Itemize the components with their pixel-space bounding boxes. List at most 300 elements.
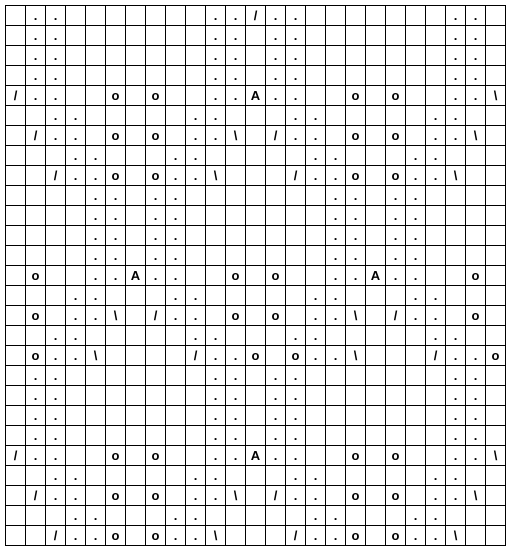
chart-cell — [86, 126, 106, 146]
chart-cell: . — [466, 406, 486, 426]
chart-cell — [426, 406, 446, 426]
chart-cell — [126, 426, 146, 446]
chart-cell — [346, 6, 366, 26]
chart-cell — [46, 206, 66, 226]
chart-cell: . — [146, 226, 166, 246]
chart-cell: . — [406, 286, 426, 306]
chart-cell: o — [266, 266, 286, 286]
chart-cell — [146, 406, 166, 426]
chart-cell: . — [166, 186, 186, 206]
chart-cell — [186, 66, 206, 86]
chart-cell: o — [146, 446, 166, 466]
chart-cell — [486, 466, 506, 486]
chart-cell — [126, 86, 146, 106]
chart-cell: \ — [86, 346, 106, 366]
chart-cell: o — [26, 306, 46, 326]
chart-cell: / — [266, 486, 286, 506]
chart-cell: o — [386, 446, 406, 466]
chart-cell: . — [26, 66, 46, 86]
chart-cell — [146, 366, 166, 386]
chart-cell — [246, 166, 266, 186]
chart-cell — [346, 146, 366, 166]
chart-cell — [286, 246, 306, 266]
chart-cell — [246, 66, 266, 86]
chart-cell — [226, 186, 246, 206]
chart-cell — [6, 226, 26, 246]
chart-cell — [226, 146, 246, 166]
chart-cell — [206, 286, 226, 306]
chart-cell: . — [266, 386, 286, 406]
chart-cell: . — [86, 266, 106, 286]
chart-cell: . — [46, 366, 66, 386]
chart-cell — [166, 346, 186, 366]
chart-cell: . — [426, 466, 446, 486]
chart-cell: . — [46, 346, 66, 366]
chart-cell — [486, 106, 506, 126]
chart-cell: . — [446, 446, 466, 466]
chart-cell — [106, 426, 126, 446]
chart-cell — [206, 206, 226, 226]
chart-cell — [366, 386, 386, 406]
chart-cell — [46, 286, 66, 306]
chart-cell — [246, 186, 266, 206]
chart-cell: \ — [206, 166, 226, 186]
chart-cell: o — [386, 126, 406, 146]
chart-cell: . — [426, 326, 446, 346]
chart-cell — [406, 486, 426, 506]
chart-cell — [46, 266, 66, 286]
chart-cell: . — [106, 226, 126, 246]
chart-cell — [246, 106, 266, 126]
chart-cell: . — [426, 526, 446, 546]
chart-cell — [106, 46, 126, 66]
chart-cell — [266, 106, 286, 126]
chart-cell — [106, 506, 126, 526]
chart-cell: . — [106, 186, 126, 206]
chart-cell: . — [46, 6, 66, 26]
chart-cell — [306, 446, 326, 466]
chart-cell — [46, 506, 66, 526]
chart-cell — [446, 506, 466, 526]
chart-cell: . — [66, 126, 86, 146]
chart-cell — [306, 86, 326, 106]
chart-cell: . — [466, 386, 486, 406]
chart-cell: o — [346, 86, 366, 106]
chart-cell: . — [206, 466, 226, 486]
chart-cell — [266, 226, 286, 246]
chart-cell — [486, 506, 506, 526]
chart-cell — [6, 466, 26, 486]
chart-cell: . — [306, 526, 326, 546]
chart-cell: o — [466, 266, 486, 286]
chart-cell — [186, 26, 206, 46]
chart-cell — [266, 466, 286, 486]
chart-cell — [6, 506, 26, 526]
chart-cell — [26, 106, 46, 126]
chart-cell — [146, 346, 166, 366]
chart-cell: . — [446, 86, 466, 106]
chart-cell — [26, 226, 46, 246]
chart-cell — [126, 46, 146, 66]
chart-cell: . — [86, 206, 106, 226]
chart-cell — [86, 26, 106, 46]
chart-cell — [306, 226, 326, 246]
chart-cell: . — [46, 426, 66, 446]
chart-cell — [466, 526, 486, 546]
chart-cell — [46, 186, 66, 206]
chart-cell — [446, 286, 466, 306]
chart-cell: . — [86, 506, 106, 526]
chart-cell: o — [106, 446, 126, 466]
chart-cell — [366, 6, 386, 26]
chart-cell — [386, 106, 406, 126]
chart-cell — [6, 406, 26, 426]
chart-cell — [486, 406, 506, 426]
chart-cell — [426, 26, 446, 46]
chart-cell — [6, 46, 26, 66]
chart-cell: . — [206, 6, 226, 26]
chart-cell — [326, 6, 346, 26]
chart-cell — [6, 306, 26, 326]
chart-cell — [206, 306, 226, 326]
chart-cell: . — [286, 46, 306, 66]
chart-cell — [406, 126, 426, 146]
chart-cell: . — [306, 126, 326, 146]
chart-cell — [166, 106, 186, 126]
chart-cell — [326, 26, 346, 46]
chart-cell: . — [406, 186, 426, 206]
chart-cell — [346, 466, 366, 486]
chart-cell — [246, 226, 266, 246]
chart-cell: . — [86, 186, 106, 206]
chart-cell — [306, 406, 326, 426]
chart-cell: . — [66, 166, 86, 186]
chart-cell — [126, 246, 146, 266]
chart-cell: . — [226, 426, 246, 446]
chart-cell: . — [426, 286, 446, 306]
chart-cell: . — [86, 226, 106, 246]
chart-cell: . — [206, 366, 226, 386]
chart-cell — [366, 26, 386, 46]
chart-cell: . — [426, 306, 446, 326]
chart-cell — [106, 406, 126, 426]
chart-cell: . — [186, 486, 206, 506]
chart-cell: o — [346, 446, 366, 466]
chart-cell — [126, 526, 146, 546]
chart-cell: . — [26, 46, 46, 66]
chart-cell — [486, 486, 506, 506]
chart-cell: \ — [346, 306, 366, 326]
chart-cell — [326, 406, 346, 426]
chart-cell — [486, 186, 506, 206]
chart-cell — [26, 246, 46, 266]
chart-cell: o — [226, 266, 246, 286]
chart-cell — [426, 206, 446, 226]
chart-cell: . — [406, 526, 426, 546]
chart-cell: . — [26, 366, 46, 386]
chart-cell — [326, 326, 346, 346]
chart-cell — [486, 126, 506, 146]
chart-cell — [86, 486, 106, 506]
chart-cell: / — [266, 126, 286, 146]
chart-cell: / — [26, 126, 46, 146]
chart-cell: . — [306, 306, 326, 326]
chart-cell: . — [66, 506, 86, 526]
chart-cell — [246, 506, 266, 526]
chart-cell: . — [266, 426, 286, 446]
chart-cell — [146, 286, 166, 306]
chart-cell — [166, 26, 186, 46]
chart-cell — [306, 26, 326, 46]
chart-cell — [426, 66, 446, 86]
chart-cell — [206, 146, 226, 166]
chart-cell: . — [386, 206, 406, 226]
chart-cell — [486, 366, 506, 386]
chart-cell — [306, 6, 326, 26]
chart-cell: . — [46, 66, 66, 86]
chart-cell — [286, 306, 306, 326]
chart-cell — [166, 366, 186, 386]
chart-cell — [286, 506, 306, 526]
chart-cell: . — [266, 66, 286, 86]
chart-cell — [306, 426, 326, 446]
chart-cell — [226, 166, 246, 186]
chart-cell — [86, 326, 106, 346]
chart-cell — [26, 326, 46, 346]
chart-cell: . — [426, 166, 446, 186]
chart-cell — [6, 526, 26, 546]
chart-cell: . — [466, 6, 486, 26]
chart-cell — [406, 466, 426, 486]
chart-cell — [486, 526, 506, 546]
chart-cell: A — [366, 266, 386, 286]
chart-cell — [26, 286, 46, 306]
chart-cell — [246, 486, 266, 506]
chart-cell — [226, 526, 246, 546]
chart-cell — [146, 326, 166, 346]
chart-cell — [66, 426, 86, 446]
chart-cell: . — [326, 246, 346, 266]
chart-cell: . — [466, 446, 486, 466]
chart-cell: . — [446, 106, 466, 126]
chart-cell — [366, 46, 386, 66]
chart-cell — [486, 426, 506, 446]
chart-cell: / — [286, 526, 306, 546]
chart-cell: . — [46, 326, 66, 346]
chart-cell: . — [206, 386, 226, 406]
chart-cell — [6, 66, 26, 86]
chart-cell — [286, 146, 306, 166]
chart-cell — [246, 306, 266, 326]
chart-cell: o — [146, 126, 166, 146]
chart-cell: . — [166, 286, 186, 306]
chart-cell: \ — [466, 126, 486, 146]
chart-cell: . — [86, 286, 106, 306]
knitting-chart-grid — [5, 5, 506, 546]
chart-cell: . — [446, 366, 466, 386]
chart-cell: / — [386, 306, 406, 326]
chart-cell — [166, 446, 186, 466]
chart-cell — [366, 366, 386, 386]
chart-cell: . — [46, 406, 66, 426]
chart-cell: . — [186, 106, 206, 126]
chart-cell: . — [326, 306, 346, 326]
chart-cell: . — [26, 426, 46, 446]
chart-cell: . — [286, 446, 306, 466]
chart-cell: . — [166, 526, 186, 546]
chart-cell — [66, 206, 86, 226]
chart-cell — [466, 146, 486, 166]
chart-cell: . — [326, 166, 346, 186]
chart-cell: . — [446, 426, 466, 446]
chart-cell — [106, 26, 126, 46]
chart-cell — [326, 106, 346, 126]
chart-cell — [246, 266, 266, 286]
chart-cell: . — [286, 426, 306, 446]
chart-cell — [106, 386, 126, 406]
chart-cell: . — [426, 506, 446, 526]
chart-cell — [166, 86, 186, 106]
chart-cell: \ — [446, 526, 466, 546]
chart-cell — [366, 426, 386, 446]
chart-cell — [326, 126, 346, 146]
chart-cell: o — [346, 126, 366, 146]
chart-cell: . — [106, 246, 126, 266]
chart-cell: . — [326, 186, 346, 206]
chart-cell: . — [26, 26, 46, 46]
chart-cell — [106, 326, 126, 346]
chart-cell: . — [406, 166, 426, 186]
chart-cell — [286, 226, 306, 246]
chart-cell: . — [266, 406, 286, 426]
chart-cell — [66, 26, 86, 46]
chart-cell: . — [166, 206, 186, 226]
chart-cell: . — [166, 226, 186, 246]
chart-cell: . — [186, 326, 206, 346]
chart-cell: . — [346, 186, 366, 206]
chart-cell — [406, 6, 426, 26]
chart-cell — [206, 246, 226, 266]
chart-cell — [186, 6, 206, 26]
chart-cell — [6, 386, 26, 406]
chart-cell — [266, 346, 286, 366]
chart-cell: . — [266, 366, 286, 386]
chart-cell: . — [426, 486, 446, 506]
chart-cell: . — [286, 86, 306, 106]
chart-cell — [126, 326, 146, 346]
chart-cell — [366, 206, 386, 226]
chart-cell — [146, 426, 166, 446]
chart-cell: . — [286, 386, 306, 406]
chart-cell — [66, 86, 86, 106]
chart-cell: . — [306, 106, 326, 126]
chart-cell — [186, 226, 206, 246]
chart-cell: . — [226, 366, 246, 386]
chart-cell — [6, 346, 26, 366]
chart-cell: o — [386, 526, 406, 546]
chart-cell — [286, 206, 306, 226]
chart-cell — [366, 186, 386, 206]
chart-cell: . — [266, 46, 286, 66]
chart-cell — [6, 26, 26, 46]
chart-cell — [466, 326, 486, 346]
chart-cell: . — [206, 86, 226, 106]
chart-cell: . — [166, 306, 186, 326]
chart-cell — [126, 286, 146, 306]
chart-cell: A — [126, 266, 146, 286]
chart-cell — [466, 506, 486, 526]
chart-cell — [406, 446, 426, 466]
chart-cell: \ — [226, 126, 246, 146]
chart-cell — [466, 286, 486, 306]
chart-cell: . — [166, 146, 186, 166]
chart-cell: . — [186, 126, 206, 146]
chart-cell: . — [426, 106, 446, 126]
chart-cell — [126, 66, 146, 86]
chart-cell: . — [206, 106, 226, 126]
chart-cell: o — [26, 346, 46, 366]
chart-cell: . — [466, 366, 486, 386]
chart-cell: . — [46, 386, 66, 406]
chart-cell: . — [326, 526, 346, 546]
chart-cell — [106, 6, 126, 26]
chart-cell — [266, 166, 286, 186]
chart-cell: . — [46, 446, 66, 466]
chart-cell — [366, 486, 386, 506]
chart-cell: . — [66, 346, 86, 366]
chart-cell: . — [206, 346, 226, 366]
chart-cell — [66, 6, 86, 26]
chart-cell — [246, 406, 266, 426]
chart-cell: . — [106, 266, 126, 286]
chart-cell — [46, 226, 66, 246]
chart-cell: . — [266, 86, 286, 106]
chart-cell: / — [6, 86, 26, 106]
chart-cell — [66, 66, 86, 86]
chart-cell — [246, 426, 266, 446]
chart-cell — [386, 466, 406, 486]
chart-cell — [86, 406, 106, 426]
chart-cell — [26, 206, 46, 226]
chart-cell — [26, 466, 46, 486]
chart-cell: . — [386, 226, 406, 246]
chart-cell: . — [306, 146, 326, 166]
chart-cell — [126, 186, 146, 206]
chart-cell — [266, 186, 286, 206]
chart-cell: . — [326, 146, 346, 166]
chart-cell: o — [466, 306, 486, 326]
chart-cell: . — [26, 86, 46, 106]
chart-cell: . — [146, 246, 166, 266]
chart-cell: . — [86, 146, 106, 166]
chart-cell — [346, 66, 366, 86]
chart-cell — [146, 66, 166, 86]
chart-cell: . — [146, 266, 166, 286]
chart-cell — [86, 466, 106, 486]
chart-cell — [166, 6, 186, 26]
chart-cell: . — [186, 506, 206, 526]
chart-cell — [126, 146, 146, 166]
chart-cell — [446, 266, 466, 286]
chart-cell — [86, 66, 106, 86]
chart-cell — [6, 106, 26, 126]
chart-cell — [226, 466, 246, 486]
chart-cell: . — [46, 86, 66, 106]
chart-cell: . — [286, 126, 306, 146]
chart-cell — [26, 166, 46, 186]
chart-cell — [166, 426, 186, 446]
chart-cell: . — [446, 46, 466, 66]
